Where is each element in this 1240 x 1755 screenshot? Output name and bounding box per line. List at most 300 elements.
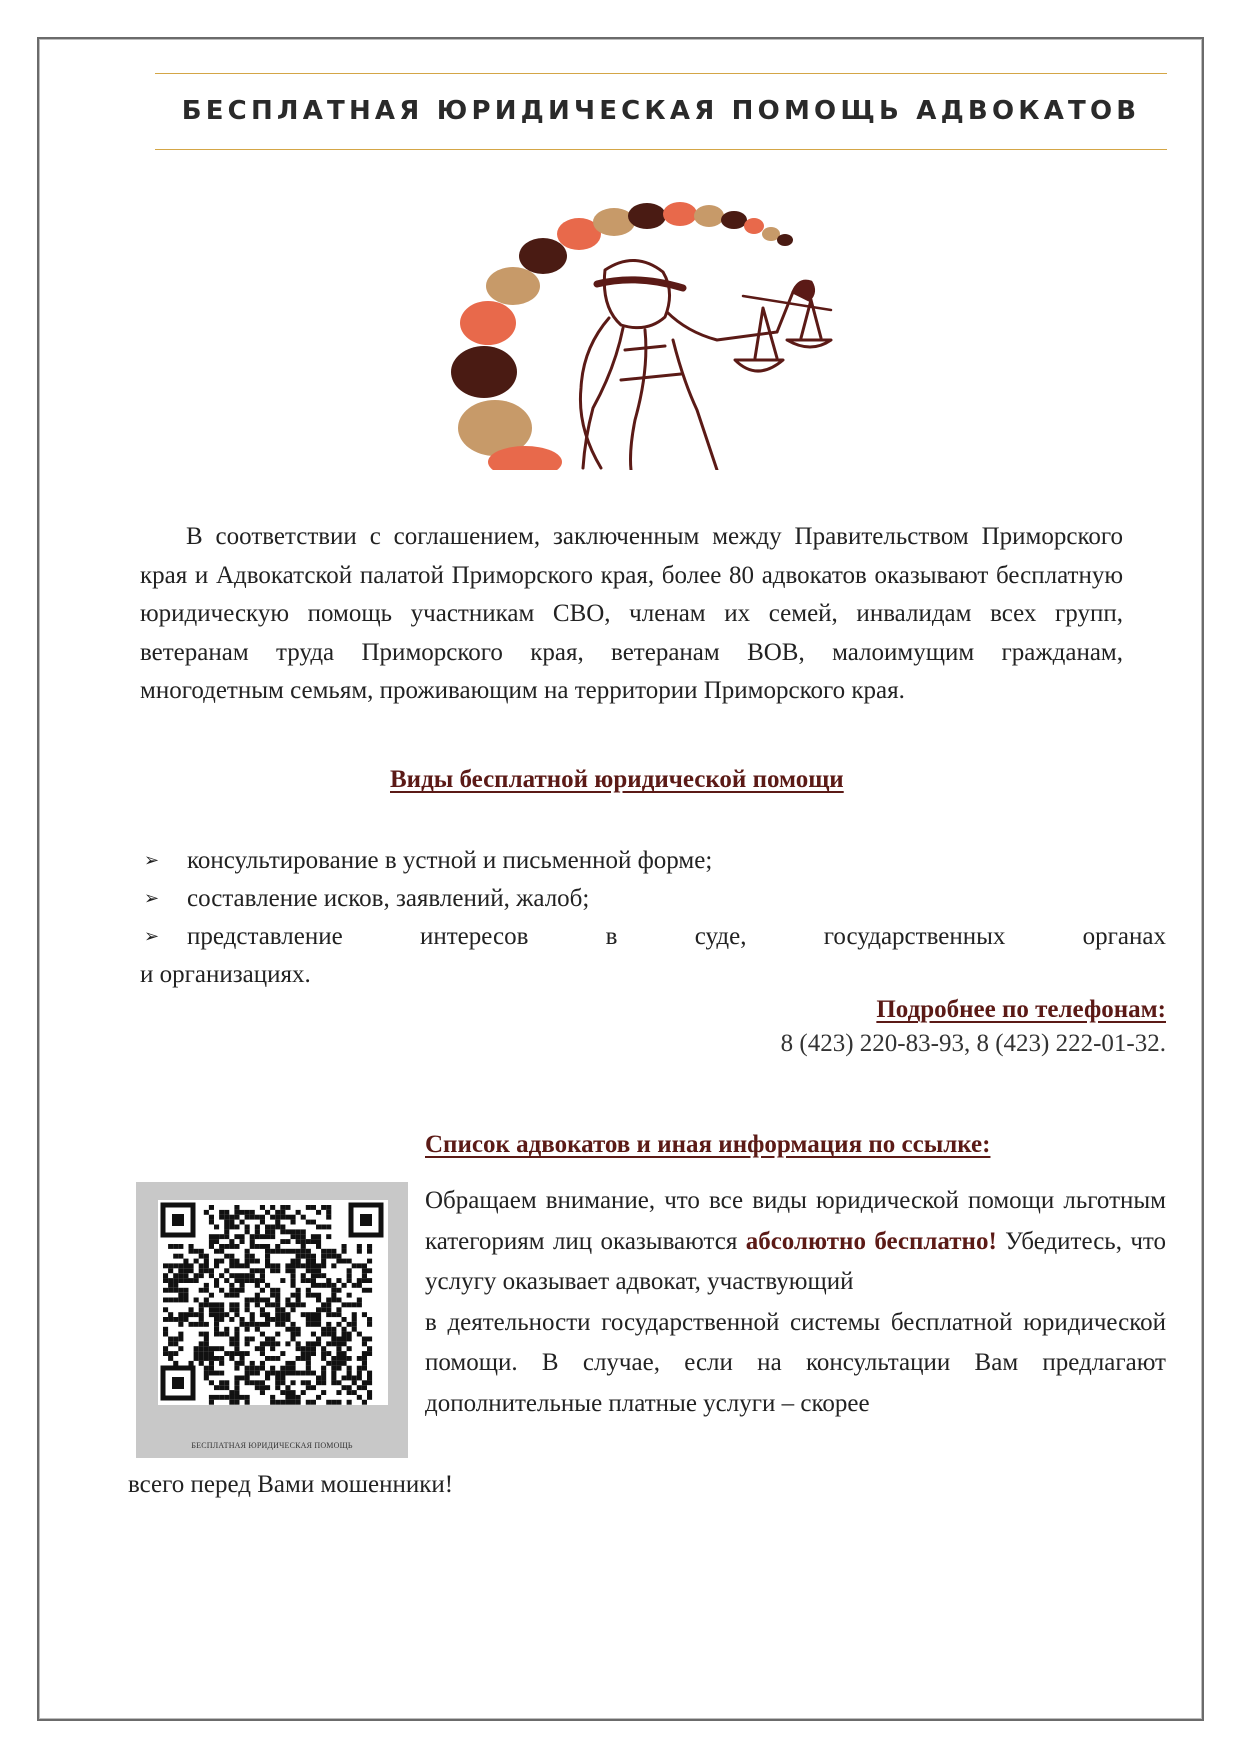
qr-module	[296, 1332, 301, 1337]
qr-module	[229, 1254, 234, 1259]
qr-module	[250, 1322, 255, 1327]
qr-module	[336, 1356, 341, 1361]
qr-module	[209, 1366, 214, 1371]
qr-module	[245, 1298, 250, 1303]
qr-module	[362, 1288, 367, 1293]
qr-module	[296, 1288, 301, 1293]
qr-module	[229, 1395, 234, 1400]
qr-module	[214, 1259, 219, 1264]
qr-module	[265, 1302, 270, 1307]
qr-module	[229, 1244, 234, 1249]
qr-module	[275, 1210, 280, 1215]
qr-module	[255, 1283, 260, 1288]
qr-code-card[interactable]	[136, 1182, 408, 1458]
qr-module	[301, 1249, 306, 1254]
qr-code-icon	[136, 1182, 408, 1422]
logo-dot	[593, 208, 635, 236]
qr-module	[250, 1215, 255, 1220]
qr-module	[291, 1366, 296, 1371]
qr-module	[209, 1205, 214, 1210]
justice-figure	[580, 260, 831, 470]
qr-module	[204, 1298, 209, 1303]
qr-module	[204, 1322, 209, 1327]
qr-module	[342, 1317, 347, 1322]
types-heading: Виды бесплатной юридической помощи	[390, 766, 844, 793]
qr-module	[265, 1225, 270, 1230]
qr-module	[316, 1210, 321, 1215]
qr-module	[326, 1400, 331, 1405]
qr-module	[285, 1249, 290, 1254]
qr-module	[270, 1337, 275, 1342]
qr-module	[260, 1215, 265, 1220]
qr-module	[275, 1380, 280, 1385]
qr-module	[270, 1371, 275, 1376]
qr-module	[270, 1356, 275, 1361]
qr-module	[280, 1225, 285, 1230]
qr-module	[255, 1385, 260, 1390]
qr-module	[173, 1263, 178, 1268]
qr-module	[296, 1298, 301, 1303]
qr-module	[240, 1210, 245, 1215]
qr-module	[204, 1263, 209, 1268]
qr-module	[250, 1273, 255, 1278]
qr-module	[265, 1263, 270, 1268]
qr-module	[250, 1268, 255, 1273]
qr-module	[173, 1254, 178, 1259]
qr-module	[234, 1234, 239, 1239]
qr-module	[291, 1293, 296, 1298]
qr-module	[209, 1395, 214, 1400]
qr-module	[199, 1351, 204, 1356]
qr-module	[219, 1332, 224, 1337]
qr-module	[250, 1254, 255, 1259]
qr-module	[362, 1385, 367, 1390]
qr-module	[270, 1268, 275, 1273]
qr-module	[306, 1259, 311, 1264]
qr-module	[362, 1278, 367, 1283]
qr-module	[362, 1268, 367, 1273]
qr-module	[357, 1395, 362, 1400]
qr-module	[316, 1293, 321, 1298]
qr-module	[326, 1312, 331, 1317]
logo-dot	[721, 211, 747, 229]
qr-module	[234, 1210, 239, 1215]
qr-module	[367, 1346, 372, 1351]
qr-module	[163, 1307, 168, 1312]
qr-module	[357, 1244, 362, 1249]
qr-module	[275, 1288, 280, 1293]
qr-module	[357, 1249, 362, 1254]
qr-module	[260, 1380, 265, 1385]
qr-module	[219, 1259, 224, 1264]
qr-module	[209, 1215, 214, 1220]
qr-module	[204, 1254, 209, 1259]
qr-module	[352, 1283, 357, 1288]
qr-module	[321, 1273, 326, 1278]
qr-module	[291, 1322, 296, 1327]
arrowhead-bullet-icon: ➢	[144, 888, 160, 909]
qr-module	[245, 1395, 250, 1400]
qr-module	[255, 1302, 260, 1307]
qr-module	[291, 1249, 296, 1254]
qr-module	[275, 1249, 280, 1254]
qr-module	[280, 1215, 285, 1220]
qr-module	[331, 1283, 336, 1288]
qr-module	[331, 1376, 336, 1381]
qr-module	[178, 1332, 183, 1337]
qr-module	[204, 1288, 209, 1293]
qr-module	[173, 1283, 178, 1288]
arrowhead-bullet-icon: ➢	[144, 926, 160, 947]
qr-module	[362, 1380, 367, 1385]
qr-module	[245, 1307, 250, 1312]
qr-module	[321, 1302, 326, 1307]
qr-module	[301, 1390, 306, 1395]
qr-module	[347, 1322, 352, 1327]
qr-module	[275, 1385, 280, 1390]
qr-module	[275, 1322, 280, 1327]
qr-module	[234, 1400, 239, 1405]
qr-module	[336, 1400, 341, 1405]
qr-module	[189, 1268, 194, 1273]
qr-module	[280, 1380, 285, 1385]
qr-module	[209, 1346, 214, 1351]
qr-module	[209, 1351, 214, 1356]
qr-module	[291, 1371, 296, 1376]
qr-module	[178, 1273, 183, 1278]
qr-module	[275, 1225, 280, 1230]
qr-module	[321, 1327, 326, 1332]
qr-module	[229, 1220, 234, 1225]
qr-module	[214, 1263, 219, 1268]
qr-module	[265, 1254, 270, 1259]
qr-module	[199, 1341, 204, 1346]
qr-module	[301, 1302, 306, 1307]
qr-module	[316, 1337, 321, 1342]
qr-module	[209, 1371, 214, 1376]
qr-module	[178, 1322, 183, 1327]
qr-module	[347, 1302, 352, 1307]
logo-dot	[694, 205, 724, 227]
qr-module	[234, 1225, 239, 1230]
qr-module	[306, 1380, 311, 1385]
qr-module	[255, 1298, 260, 1303]
qr-module	[265, 1322, 270, 1327]
qr-module	[296, 1210, 301, 1215]
qr-module	[245, 1225, 250, 1230]
qr-module	[265, 1312, 270, 1317]
qr-module	[306, 1268, 311, 1273]
logo-dot	[451, 346, 517, 398]
qr-module	[352, 1317, 357, 1322]
qr-module	[316, 1380, 321, 1385]
qr-module	[275, 1307, 280, 1312]
qr-module	[245, 1337, 250, 1342]
qr-module	[224, 1229, 229, 1234]
qr-module	[224, 1210, 229, 1215]
qr-module	[224, 1312, 229, 1317]
qr-module	[291, 1229, 296, 1234]
qr-module	[280, 1317, 285, 1322]
qr-module	[173, 1351, 178, 1356]
qr-module	[183, 1263, 188, 1268]
qr-module	[245, 1215, 250, 1220]
qr-module	[347, 1385, 352, 1390]
qr-module	[219, 1317, 224, 1322]
themis-justice-logo	[445, 200, 845, 470]
qr-module	[255, 1229, 260, 1234]
qr-module	[316, 1322, 321, 1327]
qr-module	[234, 1332, 239, 1337]
qr-module	[311, 1283, 316, 1288]
qr-module	[275, 1356, 280, 1361]
qr-module	[291, 1302, 296, 1307]
qr-module	[229, 1356, 234, 1361]
qr-module	[336, 1288, 341, 1293]
qr-module	[234, 1366, 239, 1371]
qr-module	[209, 1400, 214, 1405]
qr-module	[204, 1376, 209, 1381]
qr-module	[316, 1263, 321, 1268]
qr-module	[214, 1225, 219, 1230]
qr-module	[204, 1283, 209, 1288]
qr-module	[250, 1312, 255, 1317]
qr-module	[311, 1346, 316, 1351]
qr-module	[234, 1244, 239, 1249]
qr-module	[326, 1332, 331, 1337]
qr-module	[316, 1268, 321, 1273]
qr-module	[270, 1288, 275, 1293]
qr-module	[291, 1307, 296, 1312]
qr-module	[362, 1273, 367, 1278]
qr-module	[260, 1366, 265, 1371]
qr-module	[250, 1259, 255, 1264]
qr-module	[326, 1254, 331, 1259]
qr-module	[367, 1322, 372, 1327]
qr-module	[214, 1371, 219, 1376]
qr-module	[367, 1390, 372, 1395]
qr-module	[301, 1356, 306, 1361]
qr-module	[173, 1273, 178, 1278]
qr-module	[168, 1298, 173, 1303]
qr-module	[270, 1249, 275, 1254]
qr-module	[168, 1341, 173, 1346]
qr-module	[224, 1351, 229, 1356]
qr-module	[224, 1385, 229, 1390]
qr-module	[311, 1341, 316, 1346]
qr-module	[291, 1234, 296, 1239]
qr-module	[245, 1302, 250, 1307]
qr-module	[326, 1351, 331, 1356]
qr-module	[275, 1244, 280, 1249]
qr-module	[331, 1380, 336, 1385]
qr-module	[214, 1312, 219, 1317]
qr-module	[347, 1390, 352, 1395]
qr-module	[214, 1239, 219, 1244]
qr-module	[209, 1273, 214, 1278]
qr-module	[178, 1312, 183, 1317]
qr-module	[326, 1283, 331, 1288]
qr-module	[347, 1337, 352, 1342]
qr-module	[255, 1346, 260, 1351]
qr-module	[245, 1229, 250, 1234]
warning-paragraph: Обращаем внимание, что все виды юридической помощи льготным категориям лиц оказываются абсолютно бесплатно! Убедитесь, что услугу оказывает адвокат, участвующий в деятельности государственной системы бесплатной юридической помощи. В случае, если на консультации Вам предлагают дополнительные платные услуги – скорее	[425, 1187, 1166, 1417]
qr-module	[321, 1283, 326, 1288]
intro-text: В соответствии с соглашением, заключенным между Правительством Приморского края и Адвокатской палатой Приморского края, более 80 адвокатов оказывают бесплатную юридическую помощь участникам СВО, членам их семей, инвалидам всех групп, ветеранам труда Приморского края, ветеранам ВОВ, малоимущим гражданам, многодетным семьям, проживающим на территории Приморского края.	[140, 523, 1123, 704]
qr-module	[336, 1380, 341, 1385]
qr-module	[219, 1249, 224, 1254]
qr-module	[219, 1234, 224, 1239]
qr-module	[245, 1327, 250, 1332]
qr-module	[311, 1332, 316, 1337]
qr-module	[285, 1361, 290, 1366]
qr-module	[240, 1361, 245, 1366]
qr-module	[331, 1288, 336, 1293]
qr-module	[194, 1249, 199, 1254]
logo-dot	[486, 267, 540, 305]
qr-module	[219, 1210, 224, 1215]
qr-module	[336, 1307, 341, 1312]
qr-module	[331, 1356, 336, 1361]
qr-module	[347, 1293, 352, 1298]
qr-module	[224, 1215, 229, 1220]
qr-module	[229, 1273, 234, 1278]
qr-module	[280, 1366, 285, 1371]
qr-module	[178, 1346, 183, 1351]
qr-module	[285, 1317, 290, 1322]
qr-module	[270, 1395, 275, 1400]
qr-module	[357, 1283, 362, 1288]
qr-module	[280, 1376, 285, 1381]
qr-module	[342, 1356, 347, 1361]
qr-module	[260, 1268, 265, 1273]
qr-module	[224, 1380, 229, 1385]
qr-module	[301, 1244, 306, 1249]
qr-module	[250, 1244, 255, 1249]
qr-module	[352, 1327, 357, 1332]
qr-module	[194, 1298, 199, 1303]
qr-module	[245, 1400, 250, 1405]
qr-module	[250, 1298, 255, 1303]
qr-module	[301, 1229, 306, 1234]
qr-module	[234, 1361, 239, 1366]
qr-module	[224, 1332, 229, 1337]
qr-module	[204, 1351, 209, 1356]
qr-module	[342, 1327, 347, 1332]
qr-module	[316, 1239, 321, 1244]
qr-module	[214, 1278, 219, 1283]
emphasis-free: абсолютно бесплатно!	[745, 1227, 997, 1255]
qr-module	[321, 1307, 326, 1312]
qr-module	[326, 1307, 331, 1312]
qr-module	[260, 1351, 265, 1356]
help-types-list	[140, 842, 1166, 994]
qr-module	[331, 1332, 336, 1337]
qr-module	[296, 1346, 301, 1351]
qr-module	[199, 1268, 204, 1273]
qr-module	[275, 1293, 280, 1298]
qr-module	[362, 1341, 367, 1346]
qr-module	[275, 1302, 280, 1307]
qr-module	[311, 1385, 316, 1390]
qr-module	[245, 1322, 250, 1327]
qr-module	[342, 1351, 347, 1356]
qr-module	[280, 1322, 285, 1327]
qr-module	[296, 1239, 301, 1244]
qr-module	[260, 1390, 265, 1395]
qr-module	[311, 1312, 316, 1317]
qr-module	[306, 1322, 311, 1327]
qr-module	[245, 1341, 250, 1346]
qr-module	[214, 1283, 219, 1288]
qr-module	[321, 1205, 326, 1210]
logo-dot	[777, 234, 793, 246]
qr-module	[270, 1234, 275, 1239]
qr-module	[250, 1366, 255, 1371]
qr-module	[280, 1210, 285, 1215]
qr-module	[163, 1263, 168, 1268]
qr-module	[306, 1205, 311, 1210]
qr-module	[255, 1322, 260, 1327]
qr-module	[224, 1244, 229, 1249]
qr-module	[331, 1361, 336, 1366]
qr-module	[168, 1317, 173, 1322]
qr-module	[178, 1268, 183, 1273]
qr-module	[168, 1288, 173, 1293]
qr-module	[270, 1317, 275, 1322]
qr-module	[331, 1263, 336, 1268]
qr-module	[347, 1268, 352, 1273]
qr-module	[331, 1298, 336, 1303]
qr-module	[183, 1317, 188, 1322]
qr-module	[178, 1244, 183, 1249]
qr-module	[245, 1263, 250, 1268]
qr-module	[352, 1322, 357, 1327]
qr-module	[316, 1283, 321, 1288]
qr-module	[199, 1361, 204, 1366]
qr-module	[173, 1361, 178, 1366]
qr-module	[250, 1317, 255, 1322]
qr-module	[347, 1356, 352, 1361]
qr-module	[229, 1390, 234, 1395]
qr-module	[250, 1380, 255, 1385]
qr-module	[291, 1268, 296, 1273]
logo-dot	[744, 218, 764, 234]
qr-module	[301, 1254, 306, 1259]
qr-module	[199, 1249, 204, 1254]
qr-module	[291, 1278, 296, 1283]
qr-module	[326, 1302, 331, 1307]
title-bottom-rule	[155, 149, 1167, 150]
qr-module	[342, 1302, 347, 1307]
qr-module	[224, 1395, 229, 1400]
qr-module	[296, 1234, 301, 1239]
qr-module	[234, 1376, 239, 1381]
qr-module	[296, 1254, 301, 1259]
qr-module	[189, 1307, 194, 1312]
qr-module	[291, 1332, 296, 1337]
qr-module	[285, 1385, 290, 1390]
qr-module	[270, 1346, 275, 1351]
qr-module	[311, 1371, 316, 1376]
qr-module	[199, 1273, 204, 1278]
qr-module	[250, 1337, 255, 1342]
qr-module	[234, 1385, 239, 1390]
qr-module	[240, 1395, 245, 1400]
qr-module	[352, 1390, 357, 1395]
qr-module	[291, 1263, 296, 1268]
qr-module	[301, 1278, 306, 1283]
